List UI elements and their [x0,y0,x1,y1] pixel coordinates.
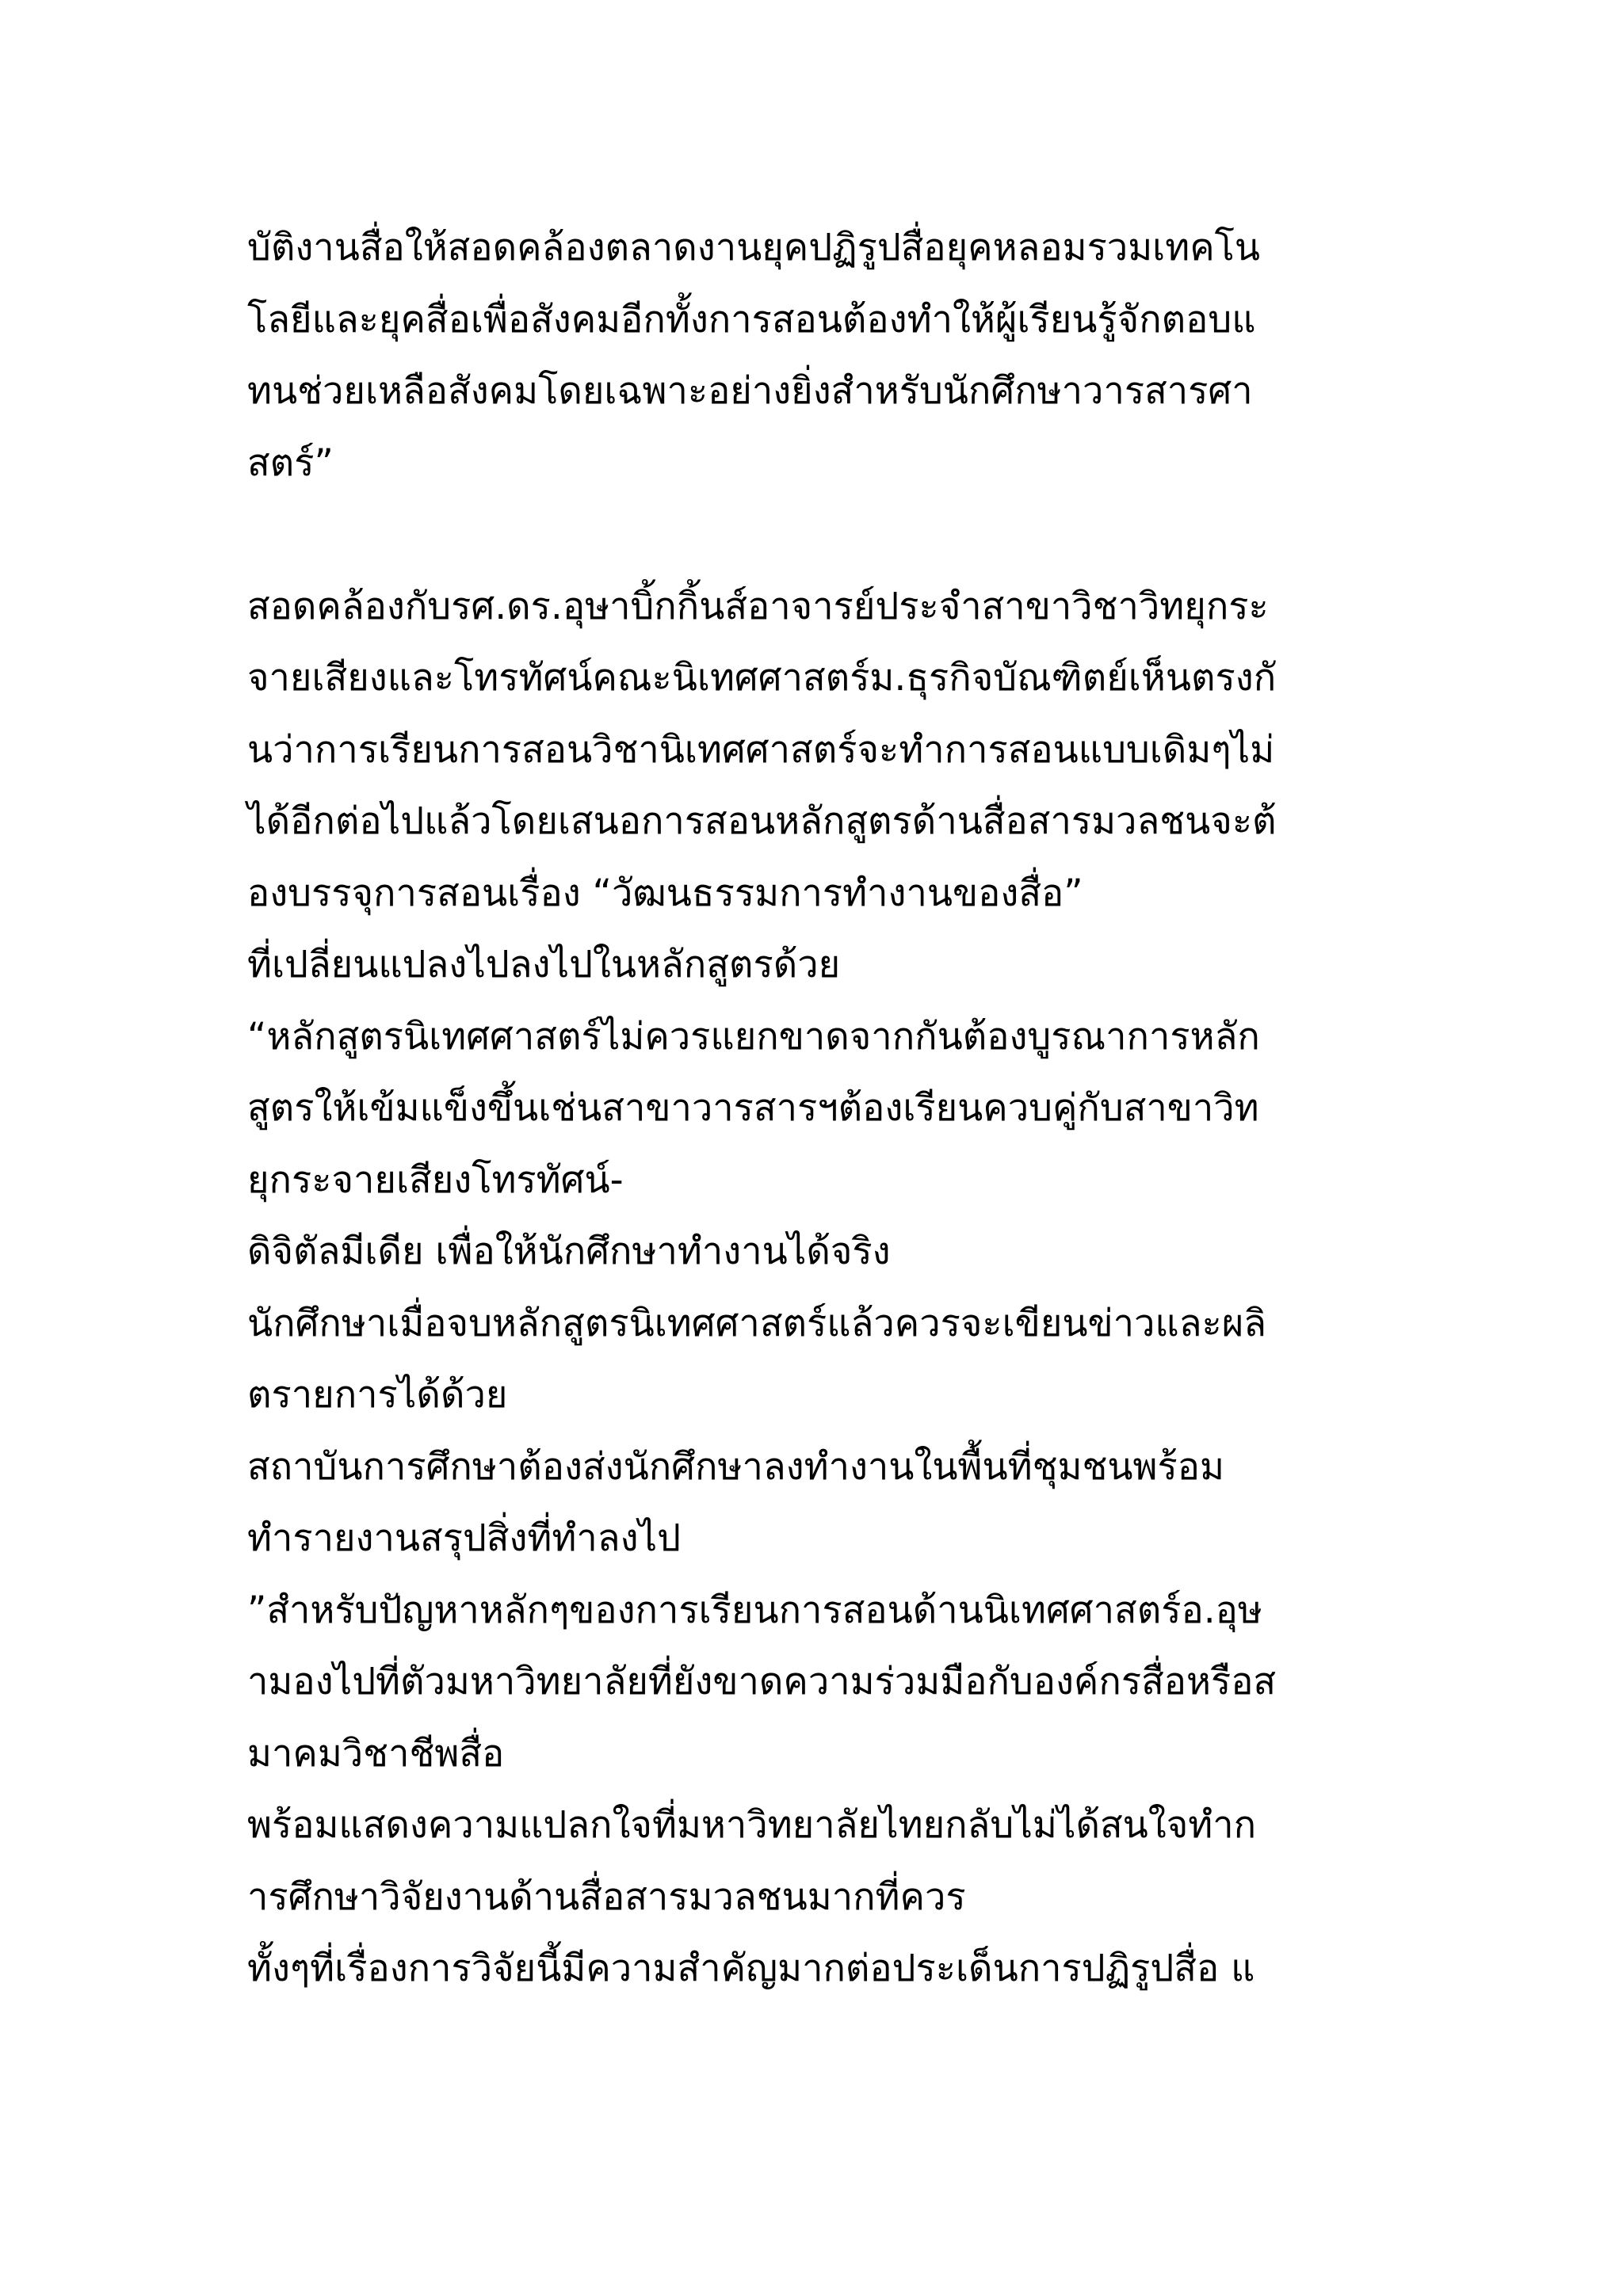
paragraph-2 [247,571,1404,2005]
text-line: ารศึกษาวิจัยงานด้านสื่อสารมวลชนมากที่ควร [247,1875,966,1919]
text-line: ดิจิตัลมีเดีย เพื่อให้นักศึกษาทำงานได้จริง [247,1230,891,1273]
text-line: พร้อมแสดงความแปลกใจที่มหาวิทยาลัยไทยกลับไม่ได้สนใจทำก [247,1803,1257,1847]
body-text [247,212,1404,2005]
text-line: จายเสียงและโทรทัศน์คณะนิเทศศาสตร์ม.ธุรกิจบัณฑิตย์เห็นตรงกั [247,656,1277,700]
text-line: สอดคล้องกับรศ.ดร.อุษาบิ้กกิ้นส์อาจารย์ประจำสาขาวิชาวิทยุกระ [247,584,1269,628]
text-line: “หลักสูตรนิเทศศาสตร์ไม่ควรแยกขาดจากกันต้องบูรณาการหลัก [247,1014,1260,1058]
text-line: โลยีและยุคสื่อเพื่อสังคมอีกทั้งการสอนต้องทำให้ผู้เรียนรู้จักตอบแ [247,297,1256,341]
text-line: องบรรจุการสอนเรื่อง “วัฒนธรรมการทำงานของสื่อ” [247,871,1083,915]
text-line: บัติงานสื่อให้สอดคล้องตลาดงานยุคปฏิรูปสื่อยุคหลอมรวมเทคโน [247,226,1261,269]
text-line: ามองไปที่ตัวมหาวิทยาลัยที่ยังขาดความร่วมมือกับองค์กรสื่อหรือส [247,1660,1277,1703]
text-line: ได้อีกต่อไปแล้วโดยเสนอการสอนหลักสูตรด้านสื่อสารมวลชนจะต้ [247,799,1277,843]
text-line: ทำรายงานสรุปสิ่งที่ทำลงไป [247,1516,681,1560]
text-line: ตรายการได้ด้วย [247,1373,508,1417]
paragraph-1 [247,212,1404,499]
text-line: นว่าการเรียนการสอนวิชานิเทศศาสตร์จะทำการสอนแบบเดิมๆไม่ [247,727,1275,772]
text-line: ยุกระจายเสียงโทรทัศน์- [247,1158,624,1202]
text-line: สถาบันการศึกษาต้องส่งนักศึกษาลงทำงานในพื้นที่ชุมชนพร้อม [247,1444,1224,1489]
text-line: สตร์” [247,441,334,485]
text-line: ที่เปลี่ยนแปลงไปลงไปในหลักสูตรด้วย [247,943,841,986]
text-line: ทนช่วยเหลือสังคมโดยเฉพาะอย่างยิ่งสำหรับนักศึกษาวารสารศา [247,369,1253,413]
text-line: นักศึกษาเมื่อจบหลักสูตรนิเทศศาสตร์แล้วควรจะเขียนข่าวและผลิ [247,1301,1267,1345]
paragraph-gap [247,499,1404,571]
text-line: มาคมวิชาชีพสื่อ [247,1731,505,1775]
text-line: ”สำหรับปัญหาหลักๆของการเรียนการสอนด้านนิเทศศาสตร์อ.อุษ [247,1588,1262,1632]
text-line: สูตรให้เข้มแข็งขึ้นเช่นสาขาวารสารฯต้องเรียนควบคู่กับสาขาวิท [247,1086,1259,1130]
text-line: ทั้งๆที่เรื่องการวิจัยนี้มีความสำคัญมากต่อประเด็นการปฏิรูปสื่อ แ [247,1947,1255,1990]
